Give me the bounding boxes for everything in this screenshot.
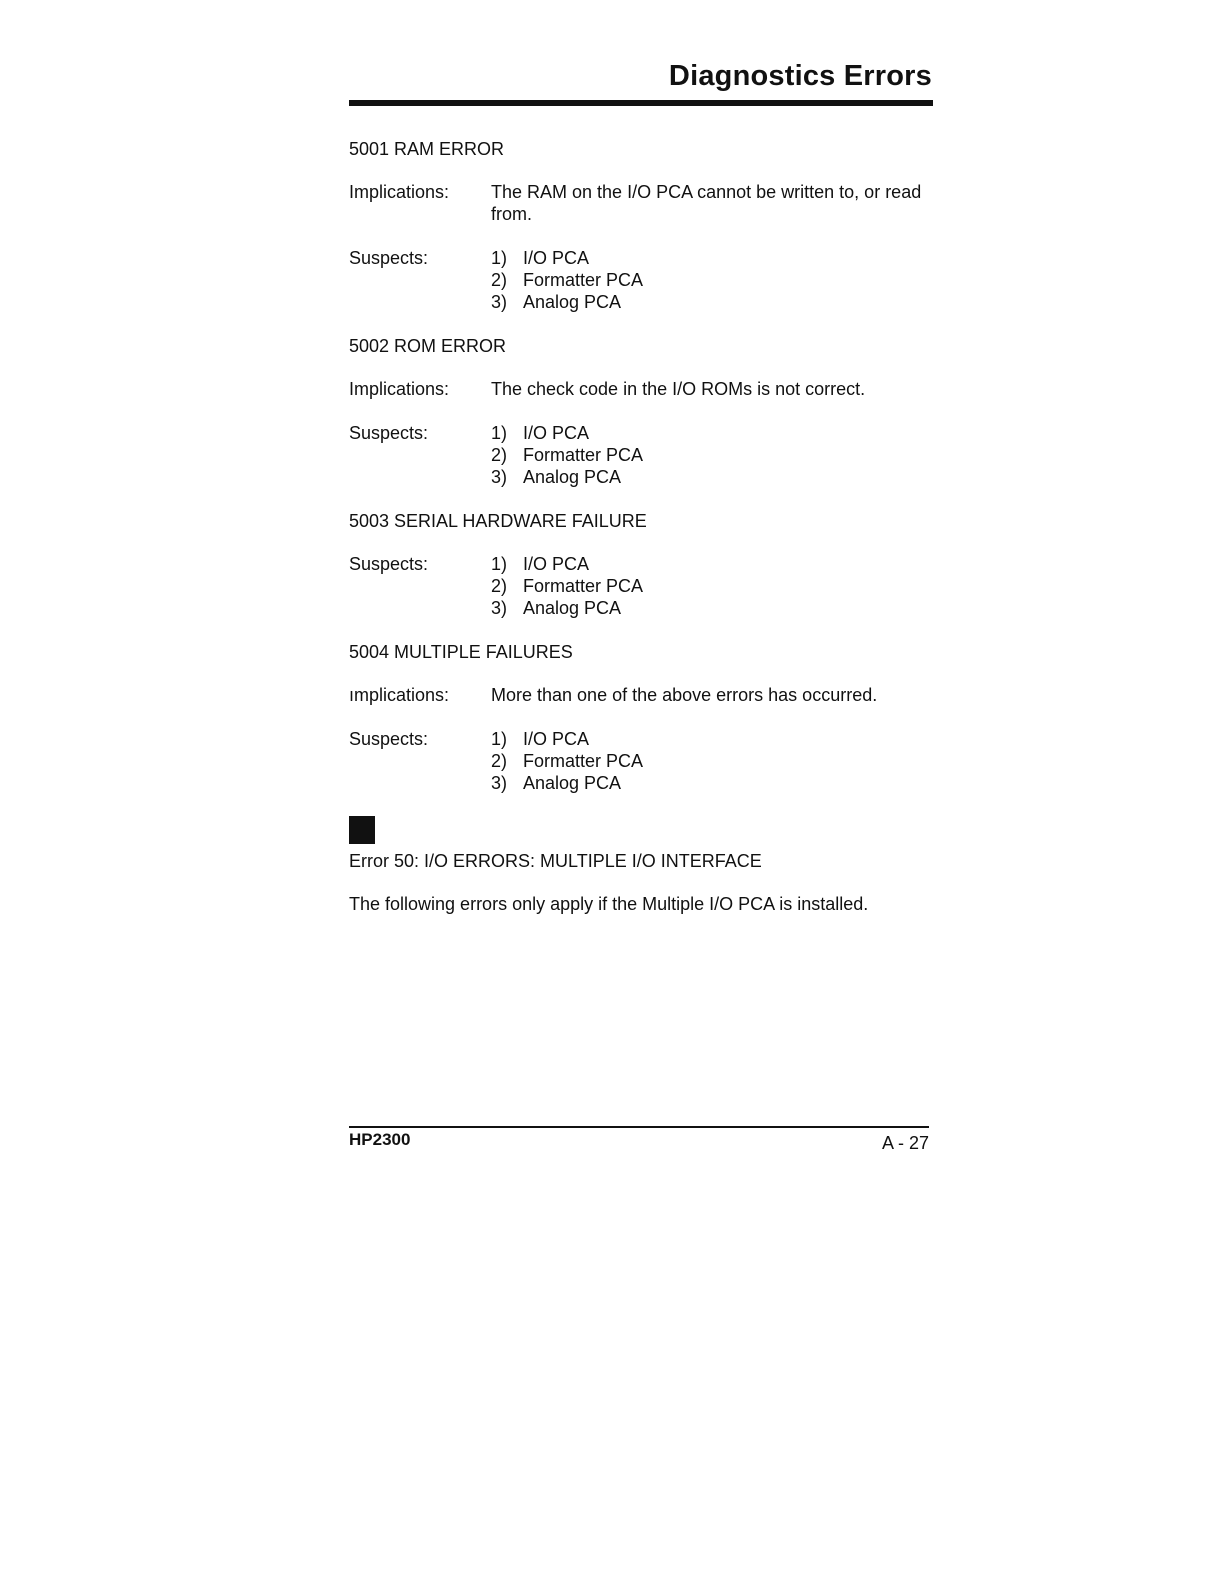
implications-row	[349, 181, 933, 225]
list-item	[491, 750, 933, 772]
item-text: Analog PCA	[523, 292, 622, 312]
item-text: Analog PCA	[523, 598, 622, 618]
error-entry-5001	[349, 138, 933, 313]
implications-label: Implications:	[349, 379, 450, 399]
error-heading: 5004 MULTIPLE FAILURES	[349, 642, 573, 662]
item-number: 3)	[491, 467, 508, 487]
section-marker-block	[349, 816, 375, 844]
implications-text: The RAM on the I/O PCA cannot be written to, or read from.	[491, 182, 922, 224]
error-heading: 5002 ROM ERROR	[349, 336, 507, 356]
list-item	[491, 247, 933, 269]
item-number: 1)	[491, 423, 508, 443]
implications-label: ımplications:	[349, 685, 450, 705]
implications-row	[349, 378, 933, 400]
list-item	[491, 466, 933, 488]
section-note: The following errors only apply if the Multiple I/O PCA is installed.	[349, 894, 869, 914]
item-text: I/O PCA	[523, 554, 590, 574]
error-entry-5002	[349, 335, 933, 488]
error-entry-5003	[349, 510, 933, 619]
item-number: 3)	[491, 773, 508, 793]
title-rule	[349, 100, 933, 106]
suspects-row	[349, 553, 933, 619]
item-number: 1)	[491, 248, 508, 268]
error-heading: 5003 SERIAL HARDWARE FAILURE	[349, 511, 647, 531]
page-title: Diagnostics Errors	[668, 60, 932, 92]
list-item	[491, 422, 933, 444]
suspects-label: Suspects:	[349, 423, 429, 443]
error-heading: 5001 RAM ERROR	[349, 139, 505, 159]
implications-row	[349, 684, 933, 706]
section-heading: Error 50: I/O ERRORS: MULTIPLE I/O INTERFACE	[349, 851, 762, 871]
suspects-row	[349, 247, 933, 313]
suspects-label: Suspects:	[349, 729, 429, 749]
error-entry-5004	[349, 641, 933, 794]
item-number: 3)	[491, 598, 508, 618]
suspects-row	[349, 728, 933, 794]
suspects-label: Suspects:	[349, 248, 429, 268]
footer-page-number: A - 27	[881, 1133, 929, 1153]
implications-text: The check code in the I/O ROMs is not correct.	[491, 379, 866, 399]
list-item	[491, 728, 933, 750]
footer-rule	[349, 1126, 929, 1128]
list-item	[491, 444, 933, 466]
item-text: I/O PCA	[523, 423, 590, 443]
item-text: I/O PCA	[523, 248, 590, 268]
suspects-list	[491, 553, 933, 619]
item-number: 1)	[491, 554, 508, 574]
suspects-list	[491, 247, 933, 313]
suspects-list	[491, 728, 933, 794]
list-item	[491, 269, 933, 291]
item-text: Formatter PCA	[523, 576, 644, 596]
implications-text: More than one of the above errors has occurred.	[491, 685, 878, 705]
list-item	[491, 291, 933, 313]
item-number: 2)	[491, 445, 508, 465]
item-number: 2)	[491, 576, 508, 596]
list-item	[491, 575, 933, 597]
item-text: Formatter PCA	[523, 270, 644, 290]
suspects-label: Suspects:	[349, 554, 429, 574]
list-item	[491, 553, 933, 575]
item-number: 2)	[491, 751, 508, 771]
item-text: I/O PCA	[523, 729, 590, 749]
footer-model: HP2300	[349, 1130, 411, 1149]
suspects-list	[491, 422, 933, 488]
item-text: Formatter PCA	[523, 445, 644, 465]
item-text: Analog PCA	[523, 773, 622, 793]
list-item	[491, 597, 933, 619]
item-text: Formatter PCA	[523, 751, 644, 771]
item-text: Analog PCA	[523, 467, 622, 487]
item-number: 1)	[491, 729, 508, 749]
suspects-row	[349, 422, 933, 488]
list-item	[491, 772, 933, 794]
implications-label: Implications:	[349, 182, 450, 202]
item-number: 3)	[491, 292, 508, 312]
item-number: 2)	[491, 270, 508, 290]
main-content	[349, 138, 933, 915]
